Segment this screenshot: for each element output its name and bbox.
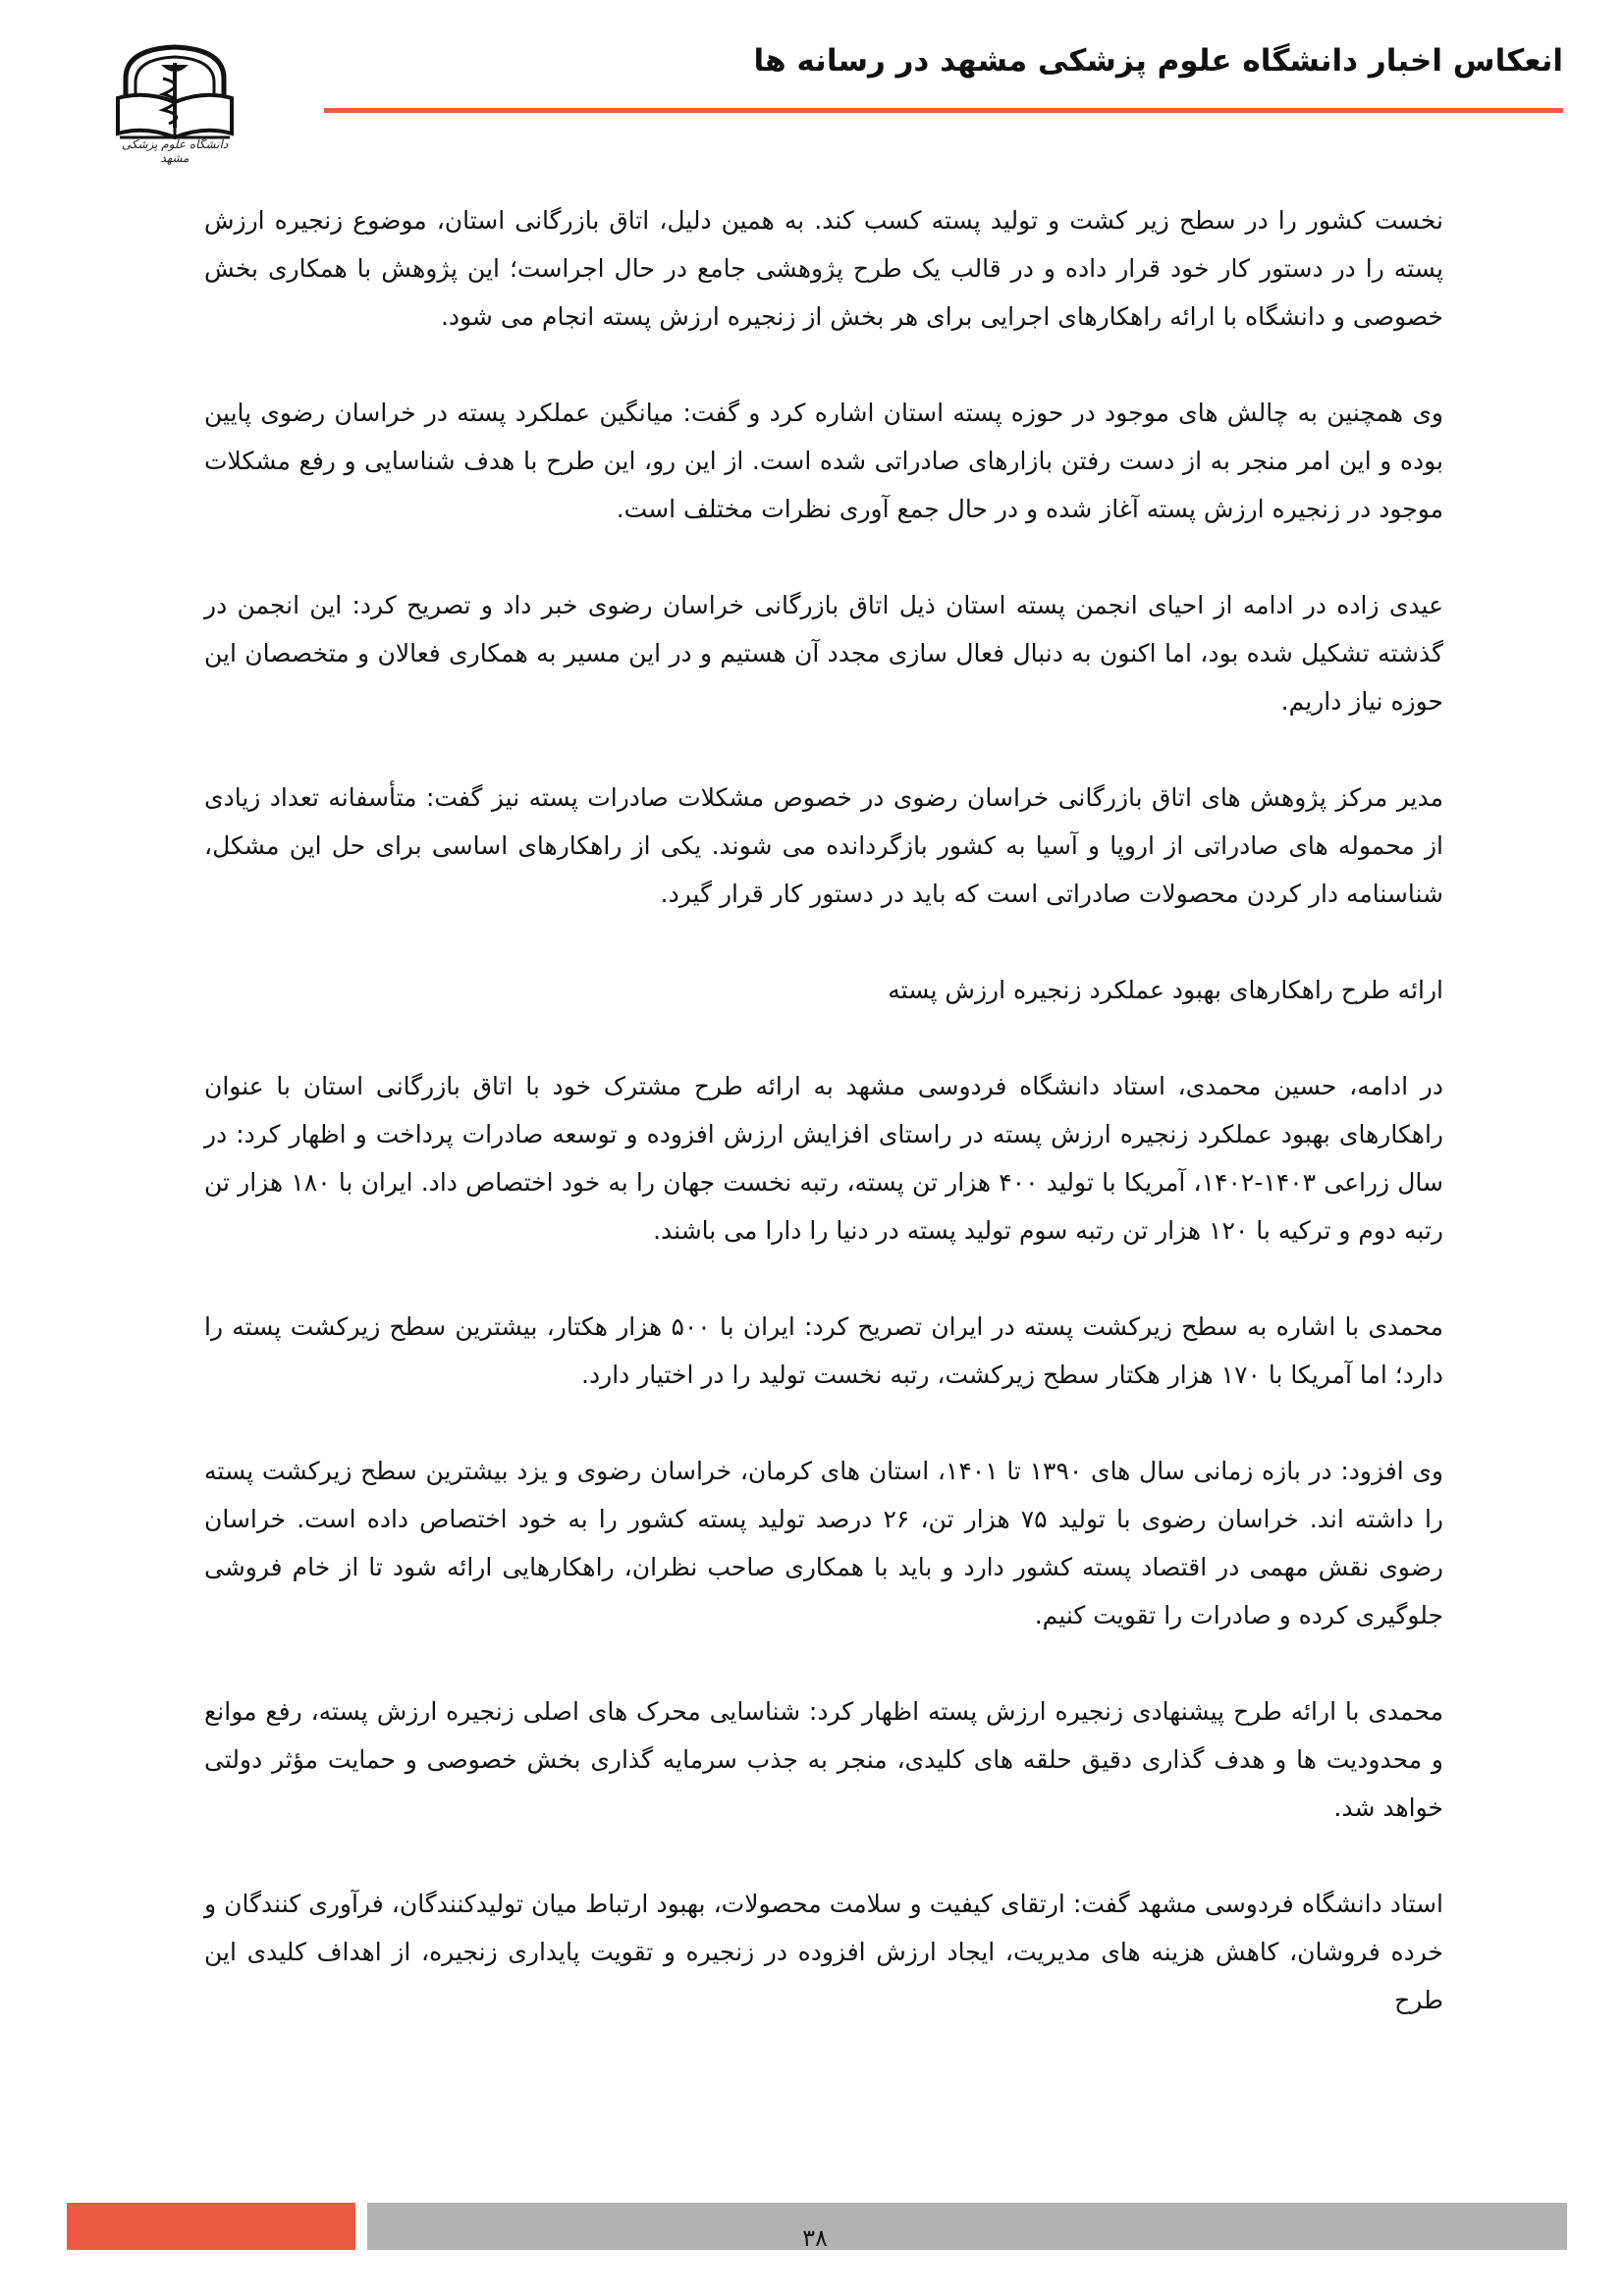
footer-accent-bar: [67, 2203, 355, 2250]
paragraph: استاد دانشگاه فردوسی مشهد گفت: ارتقای کیفیت و سلامت محصولات، بهبود ارتباط میان تولیدکنندگان، فرآوری کنندگان و خرده فروشان، کاهش هزینه های مدیریت، ایجاد ارزش افزوده در زنجیره و تقویت پایداری زنجیره، از اهداف کلیدی این طرح: [204, 1890, 1443, 2014]
paragraph: محمدی با ارائه طرح پیشنهادی زنجیره ارزش پسته اظهار کرد: شناسایی محرک های اصلی زنجیره ارزش پسته، رفع موانع و محدودیت ها و هدف گذاری دقیق حلقه های کلیدی، منجر به جذب سرمایه گذاری بخش خصوصی و حمایت مؤثر دولتی خواهد شد.: [204, 1697, 1443, 1822]
paragraph: در ادامه، حسین محمدی، استاد دانشگاه فردوسی مشهد به ارائه طرح مشترک خود با اتاق بازرگانی استان با عنوان راهکارهای بهبود عملکرد زنجیره ارزش پسته در راستای افزایش ارزش افزوده و توسعه صادرات پرداخت و اظهار کرد: در سال زراعی ۱۴۰۳-۱۴۰۲، آمریکا با تولید ۴۰۰ هزار تن پسته، رتبه نخست جهان را به خود اختصاص داد. ایران با ۱۸۰ هزار تن رتبه دوم و ترکیه با ۱۲۰ هزار تن رتبه سوم تولید پسته در دنیا را دارا می باشند.: [204, 1072, 1443, 1245]
page-header-title: انعکاس اخبار دانشگاه علوم پزشکی مشهد در رسانه ها: [753, 43, 1563, 79]
paragraph: وی همچنین به چالش های موجود در حوزه پسته استان اشاره کرد و گفت: میانگین عملکرد پسته در خراسان رضوی پایین بوده و این امر منجر به از دست رفتن بازارهای صادراتی شده است. از این رو، این طرح با هدف شناسایی و رفع مشکلات موجود در زنجیره ارزش پسته آغاز شده و در حال جمع آوری نظرات مختلف است.: [204, 399, 1443, 523]
page-number: ۳۸: [802, 2224, 828, 2252]
paragraph: محمدی با اشاره به سطح زیرکشت پسته در ایران تصریح کرد: ایران با ۵۰۰ هزار هکتار، بیشترین سطح زیرکشت پسته را دارد؛ اما آمریکا با ۱۷۰ هزار هکتار سطح زیرکشت، رتبه نخست تولید را در اختیار دارد.: [204, 1312, 1443, 1389]
footer-gray-bar: [367, 2203, 1567, 2250]
paragraph: نخست کشور را در سطح زیر کشت و تولید پسته کسب کند. به همین دلیل، اتاق بازرگانی استان، موضوع زنجیره ارزش پسته را در دستور کار خود قرار داده و در قالب یک طرح پژوهشی جامع در حال اجراست؛ این پژوهش با همکاری بخش خصوصی و دانشگاه با ارائه راهکارهای اجرایی برای هر بخش از زنجیره ارزش پسته انجام می شود.: [204, 206, 1443, 331]
section-heading: ارائه طرح راهکارهای بهبود عملکرد زنجیره ارزش پسته: [888, 976, 1443, 1004]
paragraph: عیدی زاده در ادامه از احیای انجمن پسته استان ذیل اتاق بازرگانی خراسان رضوی خبر داد و تصریح کرد: این انجمن در گذشته تشکیل شده بود، اما اکنون به دنبال فعال سازی مجدد آن هستیم و در این مسیر به همکاری فعالان و متخصصان این حوزه نیاز داریم.: [204, 591, 1443, 716]
header-divider: [324, 108, 1563, 113]
article-body: [204, 196, 1443, 2072]
paragraph: وی افزود: در بازه زمانی سال های ۱۳۹۰ تا ۱۴۰۱، استان های کرمان، خراسان رضوی و یزد بیشترین سطح زیرکشت پسته را داشته اند. خراسان رضوی با تولید ۷۵ هزار تن، ۲۶ درصد تولید پسته کشور را به خود اختصاص داده است. خراسان رضوی نقش مهمی در اقتصاد پسته کشور دارد و باید با همکاری صاحب نظران، راهکارهایی ارائه شود تا از خام فروشی جلوگیری کرده و صادرات را تقویت کنیم.: [204, 1457, 1444, 1629]
paragraph: مدیر مرکز پژوهش های اتاق بازرگانی خراسان رضوی در خصوص مشکلات صادرات پسته نیز گفت: متأسفانه تعداد زیادی از محموله های صادراتی از اروپا و آسیا به کشور بازگردانده می شوند. یکی از راهکارهای اساسی برای حل این مشکل، شناسنامه دار کردن محصولات صادراتی است که باید در دستور کار قرار گیرد.: [204, 783, 1443, 908]
logo-caption: دانشگاه علوم پزشکی مشهد: [121, 137, 229, 165]
